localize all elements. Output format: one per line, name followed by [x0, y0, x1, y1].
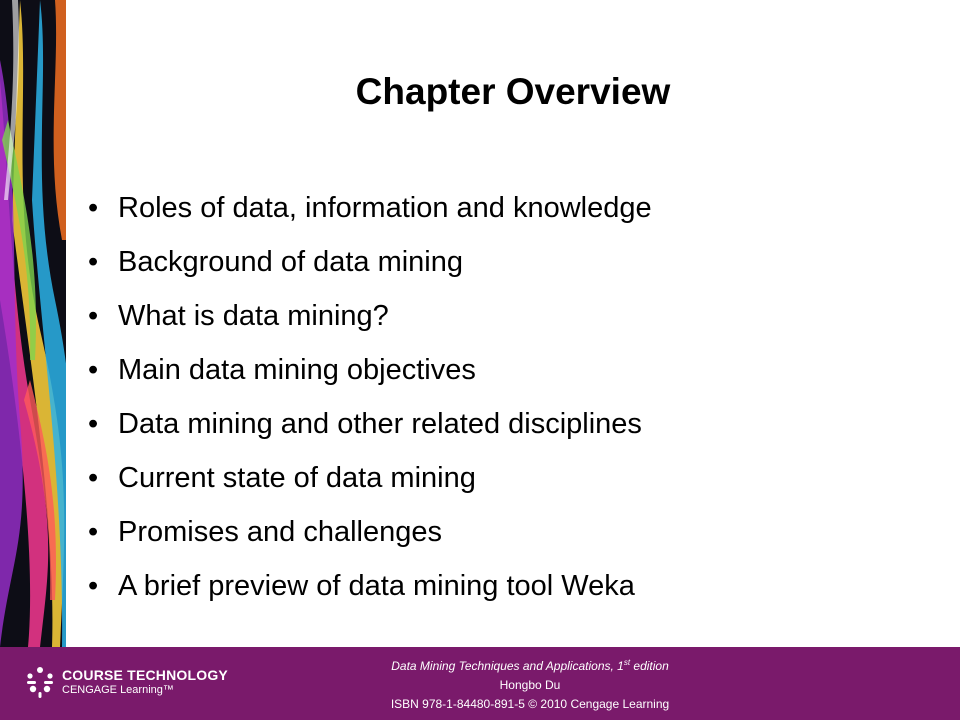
book-title: Data Mining Techniques and Applications, 1st edition — [391, 658, 669, 673]
bullet-text: What is data mining? — [118, 300, 389, 332]
bullet-text: Roles of data, information and knowledge — [118, 192, 652, 224]
slide-title: Chapter Overview — [355, 71, 671, 112]
publisher-logo — [24, 663, 234, 703]
list-item — [88, 240, 652, 294]
bullet-icon: • — [88, 462, 99, 494]
bullet-text: Main data mining objectives — [118, 354, 476, 386]
logo-cengage-learning: CENGAGE Learning™ — [62, 684, 174, 696]
bullet-icon: • — [88, 570, 99, 602]
list-item — [88, 510, 652, 564]
bullet-text: Current state of data mining — [118, 462, 476, 494]
bullet-icon: • — [88, 516, 99, 548]
bullet-list — [88, 186, 652, 618]
book-author: Hongbo Du — [499, 678, 561, 692]
list-item — [88, 186, 652, 240]
list-item — [88, 564, 652, 618]
bullet-icon: • — [88, 408, 99, 440]
list-item — [88, 348, 652, 402]
logo-course-technology: COURSE TECHNOLOGY — [62, 667, 228, 683]
bullet-text: Background of data mining — [118, 246, 463, 278]
book-isbn: ISBN 978-1-84480-891-5 © 2010 Cengage Learning — [390, 697, 670, 711]
list-item — [88, 294, 652, 348]
bullet-icon: • — [88, 246, 99, 278]
bullet-text: Data mining and other related disciplines — [118, 408, 642, 440]
bullet-icon: • — [88, 354, 99, 386]
list-item — [88, 402, 652, 456]
cengage-star-icon — [24, 665, 56, 699]
book-citation — [300, 653, 760, 714]
bullet-icon: • — [88, 300, 99, 332]
bullet-text: A brief preview of data mining tool Weka — [118, 570, 635, 602]
list-item — [88, 456, 652, 510]
bullet-text: Promises and challenges — [118, 516, 443, 548]
footer-bar — [0, 647, 960, 720]
bullet-icon: • — [88, 192, 99, 224]
decorative-stripes-art — [0, 0, 66, 647]
